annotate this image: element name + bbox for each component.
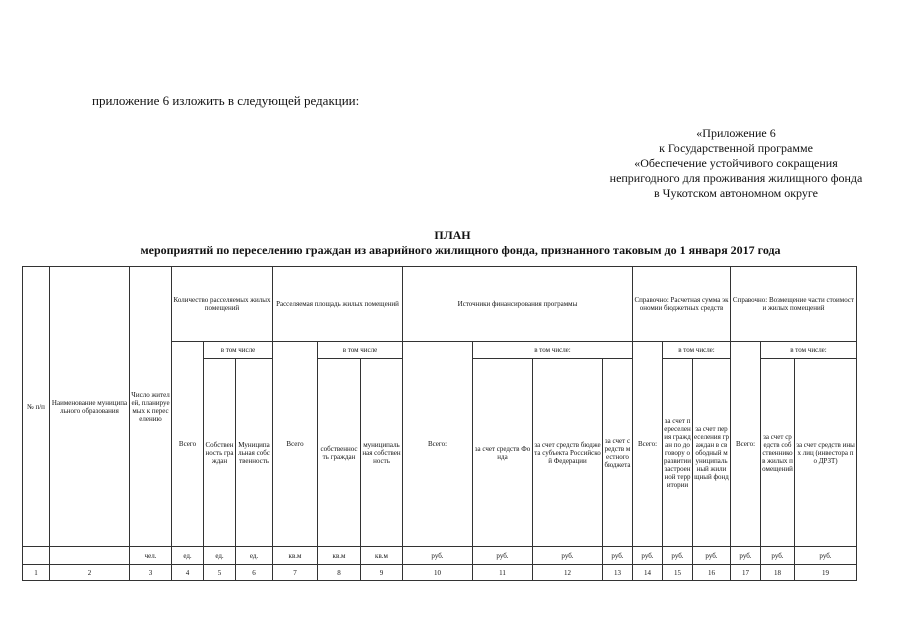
number-cell: 3	[130, 565, 172, 581]
unit-cell: руб.	[731, 547, 761, 565]
unit-cell: ед.	[236, 547, 273, 565]
header-area-total: Всего	[273, 342, 318, 547]
header-rooms-own: Собственность граждан	[204, 359, 236, 547]
header-area-group: Расселяемая площадь жилых помещений	[273, 267, 403, 342]
number-cell: 19	[795, 565, 857, 581]
number-cell: 15	[663, 565, 693, 581]
header-compensation-including: в том числе:	[761, 342, 857, 359]
unit-cell: кв.м	[318, 547, 361, 565]
number-cell: 1	[23, 565, 50, 581]
unit-cell: руб.	[473, 547, 533, 565]
number-cell: 16	[693, 565, 731, 581]
header-savings-total: Всего:	[633, 342, 663, 547]
number-cell: 9	[361, 565, 403, 581]
unit-cell: руб.	[403, 547, 473, 565]
unit-cell: руб.	[761, 547, 795, 565]
unit-cell: чел.	[130, 547, 172, 565]
appendix-line: непригодного для проживания жилищного фонда	[609, 171, 863, 185]
header-src-subject: за счет средств бюджета субъекта Российской Федерации	[533, 359, 603, 547]
appendix-line: к Государственной программе	[659, 141, 813, 155]
header-area-own: собственность граждан	[318, 359, 361, 547]
header-src-fund: за счет средств Фонда	[473, 359, 533, 547]
unit-cell: руб.	[663, 547, 693, 565]
number-cell: 14	[633, 565, 663, 581]
header-src-local: за счет средств местного бюджета	[603, 359, 633, 547]
unit-cell: ед.	[204, 547, 236, 565]
unit-cell: руб.	[603, 547, 633, 565]
unit-cell: руб.	[795, 547, 857, 565]
header-area-including: в том числе	[318, 342, 403, 359]
header-compensation-group: Справочно: Возмещение части стоимости жилых помещений	[731, 267, 857, 342]
intro-text: приложение 6 изложить в следующей редакции:	[92, 93, 360, 108]
header-rooms-including: в том числе	[204, 342, 273, 359]
header-sav-development: за счет переселения граждан по договору о развитии застроенной территории	[663, 359, 693, 547]
number-cell: 11	[473, 565, 533, 581]
unit-cell: руб.	[633, 547, 663, 565]
header-savings-including: в том числе:	[663, 342, 731, 359]
unit-cell: руб.	[533, 547, 603, 565]
header-rooms-group: Количество расселяемых жилых помещений	[172, 267, 273, 342]
plan-table	[22, 266, 857, 581]
number-cell: 8	[318, 565, 361, 581]
number-cell: 2	[50, 565, 130, 581]
header-num: № п/п	[23, 267, 50, 547]
plan-title: ПЛАН	[434, 228, 471, 242]
unit-cell	[50, 547, 130, 565]
number-cell: 4	[172, 565, 204, 581]
unit-cell: кв.м	[361, 547, 403, 565]
numbers-row	[23, 565, 857, 581]
unit-cell: кв.м	[273, 547, 318, 565]
number-cell: 12	[533, 565, 603, 581]
number-cell: 18	[761, 565, 795, 581]
header-sav-free-fund: за счет переселения граждан в свободный муниципальный жилищный фонд	[693, 359, 731, 547]
header-savings-group: Справочно: Расчетная сумма экономии бюджетных средств	[633, 267, 731, 342]
header-rooms-total: Всего	[172, 342, 204, 547]
header-compensation-total: Всего:	[731, 342, 761, 547]
number-cell: 13	[603, 565, 633, 581]
appendix-reference	[560, 126, 905, 201]
header-residents: Число жителей, планируемых к переселению	[130, 267, 172, 547]
header-sources-group: Источники финансирования программы	[403, 267, 633, 342]
appendix-line: в Чукотском автономном округе	[654, 186, 818, 200]
header-municipality: Наименование муниципального образования	[50, 267, 130, 547]
number-cell: 17	[731, 565, 761, 581]
header-sources-total: Всего:	[403, 342, 473, 547]
appendix-line: «Обеспечение устойчивого сокращения	[634, 156, 838, 170]
header-sources-including: в том числе:	[473, 342, 633, 359]
units-row	[23, 547, 857, 565]
number-cell: 7	[273, 565, 318, 581]
number-cell: 5	[204, 565, 236, 581]
header-comp-owners: за счет средств собственников жилых помещений	[761, 359, 795, 547]
plan-subtitle: мероприятий по переселению граждан из аварийного жилищного фонда, признанного таковым до 1 января 2017 года	[140, 243, 781, 257]
header-area-municipal: муниципальная собственность	[361, 359, 403, 547]
header-rooms-municipal: Муниципальная собственность	[236, 359, 273, 547]
number-cell: 6	[236, 565, 273, 581]
unit-cell: ед.	[172, 547, 204, 565]
number-cell: 10	[403, 565, 473, 581]
unit-cell	[23, 547, 50, 565]
header-comp-other: за счет средств иных лиц (инвестора по ДРЗТ)	[795, 359, 857, 547]
unit-cell: руб.	[693, 547, 731, 565]
appendix-line: «Приложение 6	[696, 126, 776, 140]
